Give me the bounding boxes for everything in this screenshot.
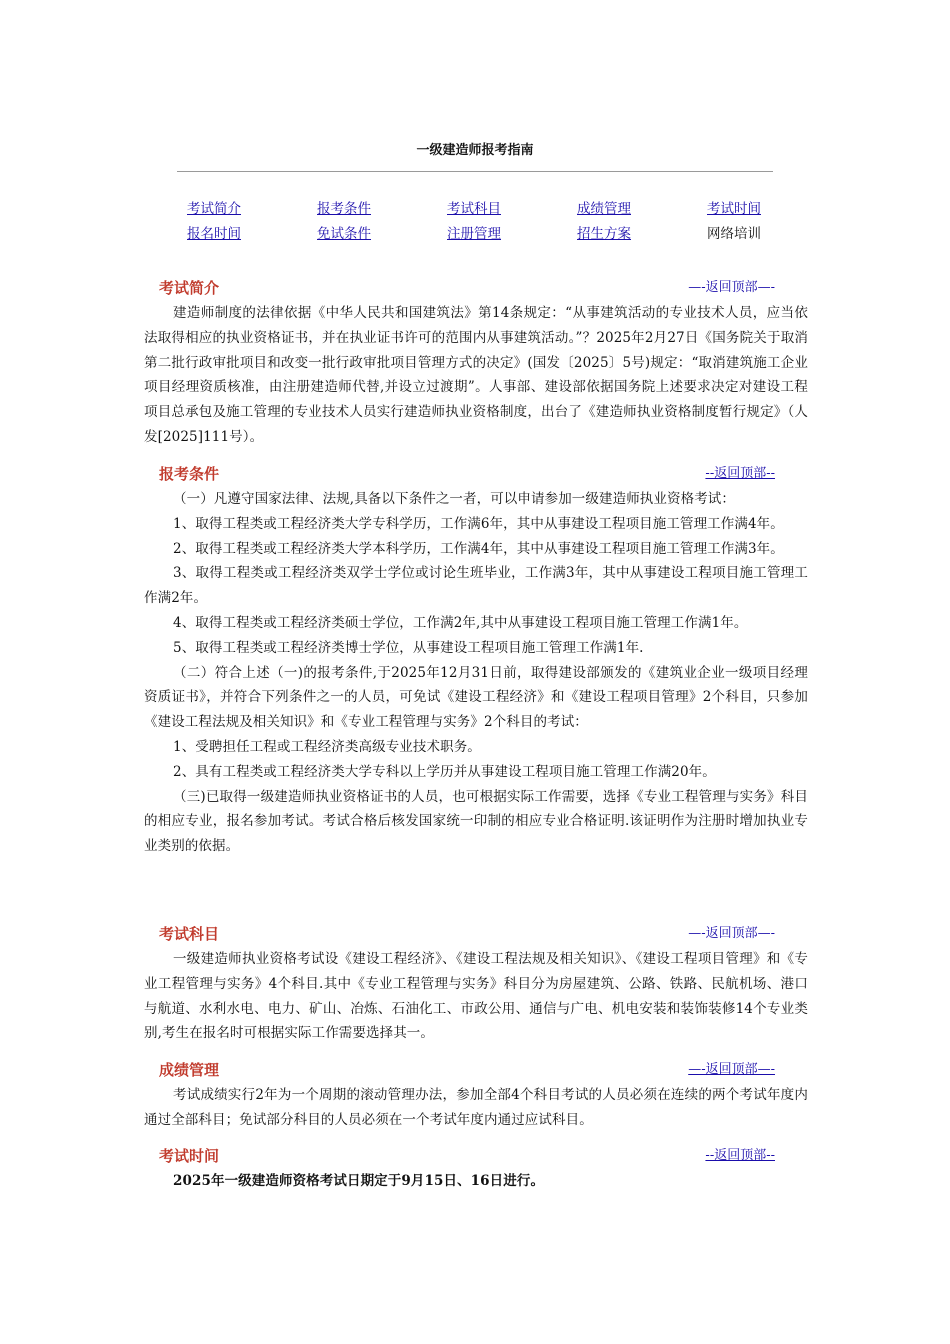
section-title: 考试简介 bbox=[159, 279, 220, 297]
section-subjects bbox=[144, 923, 808, 1046]
paragraph: 3、取得工程类或工程经济类双学士学位或讨论生班毕业，工作满3年，其中从事建设工程项目施工管理工作满2年。 bbox=[144, 565, 808, 607]
paragraph: 1、受聘担任工程或工程经济类高级专业技术职务。 bbox=[173, 738, 481, 755]
nav-grid bbox=[187, 200, 787, 244]
nav-link-enrollment-plan[interactable]: 招生方案 bbox=[577, 226, 631, 242]
nav-link-exemption[interactable]: 免试条件 bbox=[317, 226, 371, 242]
nav-link-subjects[interactable]: 考试科目 bbox=[447, 201, 501, 217]
back-to-top-link[interactable]: --返回顶部-- bbox=[705, 1148, 775, 1163]
paragraph: 一级建造师执业资格考试设《建设工程经济》、《建设工程法规及相关知识》、《建设工程项目管理》和《专业工程管理与实务》4个科目.其中《专业工程管理与实务》科目分为房屋建筑、公路、铁路、民航机场、港口与航道、水利水电、电力、矿山、冶炼、石油化工、市政公用、通信与广电、机电安装和装饰装修14个专业类别,考生在报名时可根据实际工作需要选择其一。 bbox=[144, 951, 808, 1042]
section-exam-time bbox=[144, 1145, 808, 1194]
nav-item-online-training: 网络培训 bbox=[707, 226, 761, 242]
paragraph: 2、具有工程类或工程经济类大学专科以上学历并从事建设工程项目施工管理工作满20年。 bbox=[173, 763, 716, 780]
nav-link-scores[interactable]: 成绩管理 bbox=[577, 201, 631, 217]
paragraph: （一）凡遵守国家法律、法规,具备以下条件之一者，可以申请参加一级建造师执业资格考试： bbox=[173, 491, 735, 507]
paragraph: 5、取得工程类或工程经济类博士学位，从事建设工程项目施工管理工作满1年. bbox=[173, 639, 644, 656]
nav-link-registration-mgmt[interactable]: 注册管理 bbox=[447, 226, 501, 242]
page-title: 一级建造师报考指南 bbox=[416, 143, 534, 158]
section-exam-intro bbox=[144, 277, 808, 450]
back-to-top-link[interactable]: --返回顶部-- bbox=[705, 466, 775, 481]
nav-link-registration-time[interactable]: 报名时间 bbox=[187, 226, 241, 242]
section-title: 报考条件 bbox=[159, 465, 220, 483]
paragraph: 2、取得工程类或工程经济类大学本科学历，工作满4年，其中从事建设工程项目施工管理工作满3年。 bbox=[173, 540, 784, 557]
section-title: 考试科目 bbox=[159, 925, 220, 943]
back-to-top-link[interactable]: —-返回顶部—- bbox=[688, 926, 775, 941]
nav-link-exam-intro[interactable]: 考试简介 bbox=[187, 201, 241, 217]
paragraph: 2025年一级建造师资格考试日期定于9月15日、16日进行。 bbox=[173, 1173, 545, 1189]
paragraph: 建造师制度的法律依据《中华人民共和国建筑法》第14条规定：“从事建筑活动的专业技术人员，应当依法取得相应的执业资格证书，并在执业证书许可的范围内从事建筑活动。”？2025年2月27日《国务院关于取消第二批行政审批项目和改变一批行政审批项目管理方式的决定》(国发〔2025〕5号)规定：“取消建筑施工企业项目经理资质核准，由注册建造师代替,并设立过渡期”。人事部、建设部依据国务院上述要求决定对建设工程项目总承包及施工管理的专业技术人员实行建造师执业资格制度，出台了《建造师执业资格制度暂行规定》（人发[2025]111号）。 bbox=[144, 305, 808, 445]
back-to-top-link[interactable]: —-返回顶部—- bbox=[688, 1062, 775, 1077]
section-title: 考试时间 bbox=[159, 1147, 220, 1165]
paragraph: 1、取得工程类或工程经济类大学专科学历，工作满6年，其中从事建设工程项目施工管理工作满4年。 bbox=[173, 515, 784, 532]
paragraph: （二）符合上述（一)的报考条件,于2025年12月31日前，取得建设部颁发的《建筑业企业一级项目经理资质证书》，并符合下列条件之一的人员，可免试《建设工程经济》和《建设工程项目管理》2个科目，只参加《建设工程法规及相关知识》和《专业工程管理与实务》2个科目的考试： bbox=[144, 664, 808, 731]
section-title: 成绩管理 bbox=[159, 1061, 220, 1079]
paragraph: 4、取得工程类或工程经济类硕士学位，工作满2年,其中从事建设工程项目施工管理工作满1年。 bbox=[173, 614, 748, 631]
nav-link-exam-time[interactable]: 考试时间 bbox=[707, 201, 761, 217]
paragraph: 考试成绩实行2年为一个周期的滚动管理办法，参加全部4个科目考试的人员必须在连续的两个考试年度内通过全部科目；免试部分科目的人员必须在一个考试年度内通过应试科目。 bbox=[144, 1087, 808, 1128]
paragraph: （三)已取得一级建造师执业资格证书的人员，也可根据实际工作需要，选择《专业工程管理与实务》科目的相应专业，报名参加考试。考试合格后核发国家统一印制的相应专业合格证明.该证明作为注册时增加执业专业类别的依据。 bbox=[144, 788, 808, 855]
section-eligibility bbox=[144, 463, 808, 859]
nav-link-eligibility[interactable]: 报考条件 bbox=[317, 201, 371, 217]
back-to-top-link[interactable]: —-返回顶部—- bbox=[688, 280, 775, 295]
section-scores bbox=[144, 1059, 808, 1133]
title-divider bbox=[177, 171, 773, 172]
